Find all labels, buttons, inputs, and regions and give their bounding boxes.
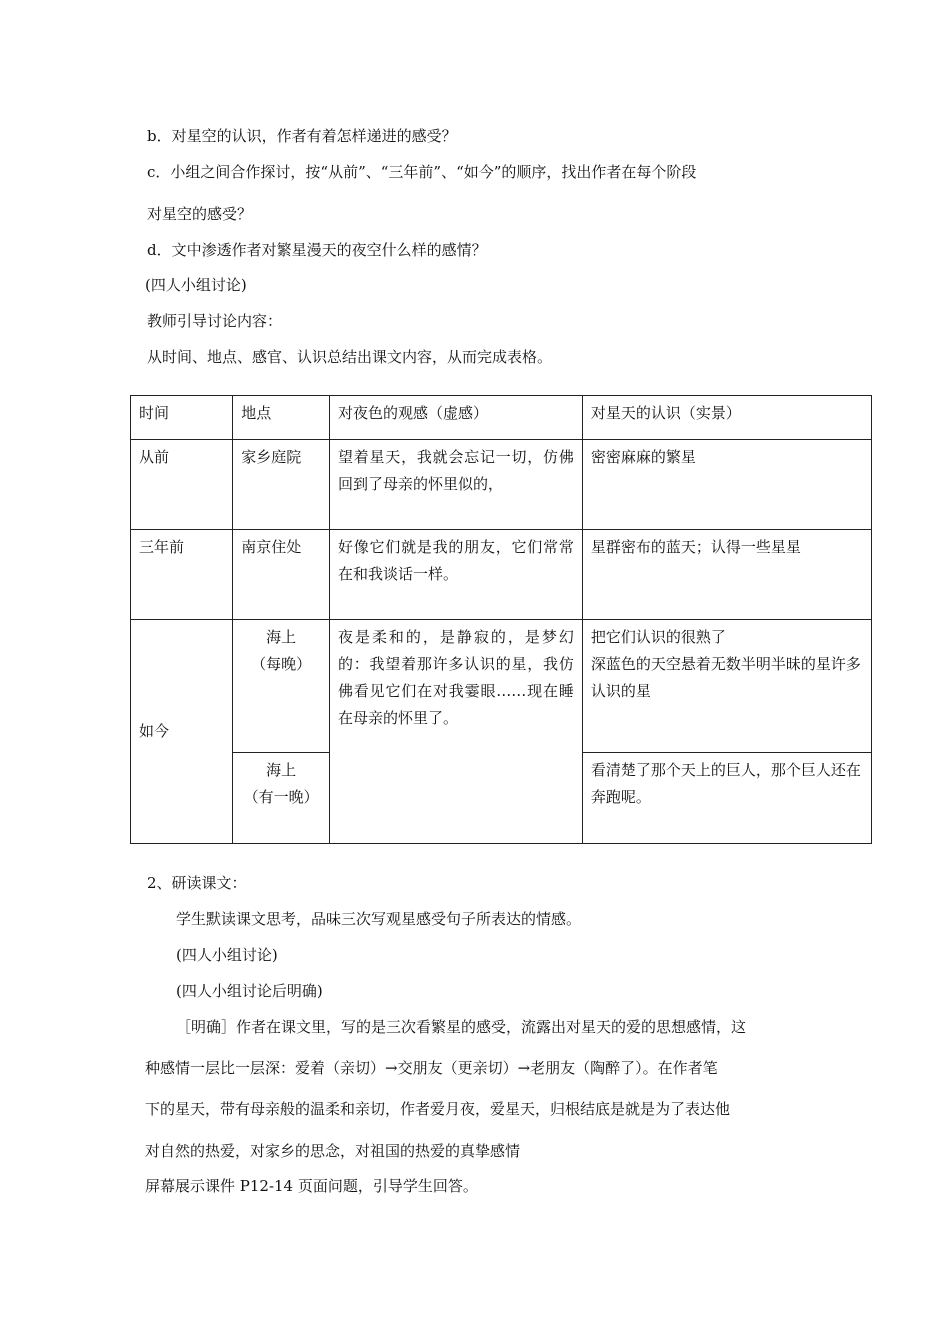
paragraph: (四人小组讨论) <box>176 946 278 964</box>
cell-place <box>233 620 330 753</box>
place-label: 海上 <box>266 628 297 646</box>
cell-view: 好像它们就是我的朋友，它们常常在和我谈话一样。 <box>329 530 582 620</box>
cell-knowledge: 看清楚了那个天上的巨人，那个巨人还在奔跑呢。 <box>582 753 871 844</box>
cell-time: 从前 <box>131 440 233 530</box>
paragraph: 种感情一层比一层深：爱着（亲切）→交朋友（更亲切）→老朋友（陶醉了）。在作者笔 <box>145 1059 718 1077</box>
cell-knowledge <box>582 620 871 753</box>
section-heading: 2、研读课文： <box>147 874 247 892</box>
cell-place <box>233 753 330 844</box>
summary-instruction: 从时间、地点、感官、认识总结出课文内容，从而完成表格。 <box>147 348 553 366</box>
group-discussion-note: (四人小组讨论) <box>145 276 247 294</box>
place-label: 海上 <box>266 761 297 779</box>
question-c-line1: c．小组之间合作探讨，按“从前”、“三年前”、“如今”的顺序，找出作者在每个阶段 <box>147 163 697 181</box>
paragraph: 下的星天，带有母亲般的温柔和亲切，作者爱月夜，爱星天，归根结底是就是为了表达他 <box>145 1100 731 1118</box>
cell-knowledge: 星群密布的蓝天；认得一些星星 <box>582 530 871 620</box>
cell-view: 夜是柔和的，是静寂的，是梦幻的：我望着那许多认识的星，我仿佛看见它们在对我霎眼……现在睡在母亲的怀里了。 <box>329 620 582 844</box>
header-place: 地点 <box>233 396 330 440</box>
table-row <box>131 620 872 753</box>
paragraph: 对自然的热爱，对家乡的思念，对祖国的热爱的真挚感情 <box>145 1142 521 1160</box>
cell-time: 三年前 <box>131 530 233 620</box>
cell-place: 家乡庭院 <box>233 440 330 530</box>
cell-place: 南京住处 <box>233 530 330 620</box>
table-row <box>131 440 872 530</box>
paragraph: 屏幕展示课件 P12-14 页面问题，引导学生回答。 <box>145 1177 478 1195</box>
place-qualifier: （每晚） <box>251 655 312 673</box>
paragraph: (四人小组讨论后明确) <box>176 982 323 1000</box>
place-qualifier: （有一晚） <box>243 788 319 806</box>
knowledge-line: 深蓝色的天空悬着无数半明半昧的星许多认识的星 <box>590 655 861 700</box>
table-row <box>131 530 872 620</box>
paragraph: ［明确］作者在课文里，写的是三次看繁星的感受，流露出对星天的爱的思想感情，这 <box>176 1018 747 1036</box>
cell-view: 望着星天，我就会忘记一切，仿佛回到了母亲的怀里似的， <box>329 440 582 530</box>
header-time: 时间 <box>131 396 233 440</box>
cell-time: 如今 <box>131 620 233 844</box>
question-c-line2: 对星空的感受？ <box>147 205 253 223</box>
teacher-guide-label: 教师引导讨论内容： <box>147 312 283 330</box>
paragraph: 学生默读课文思考，品味三次写观星感受句子所表达的情感。 <box>176 910 582 928</box>
header-knowledge: 对星天的认识（实景） <box>582 396 871 440</box>
knowledge-line: 把它们认识的很熟了 <box>590 628 726 646</box>
table-header-row <box>131 396 872 440</box>
cell-knowledge: 密密麻麻的繁星 <box>582 440 871 530</box>
summary-table <box>130 395 872 844</box>
header-view: 对夜色的观感（虚感） <box>329 396 582 440</box>
question-b: b．对星空的认识，作者有着怎样递进的感受？ <box>147 127 457 145</box>
question-d: d．文中渗透作者对繁星漫天的夜空什么样的感情？ <box>147 241 487 259</box>
